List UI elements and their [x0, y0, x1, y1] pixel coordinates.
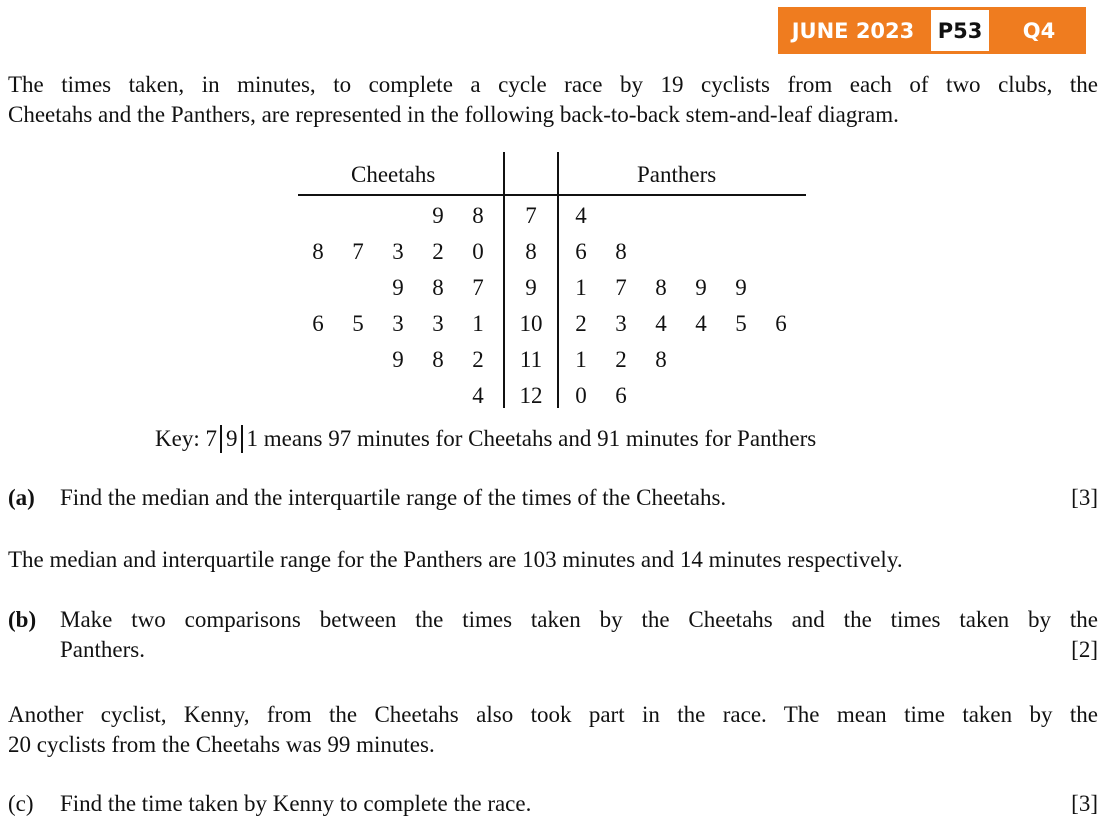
cheetahs-leaf: 4 [472, 383, 484, 408]
stem-value: 9 [525, 275, 537, 300]
cheetahs-leaf: 8 [432, 347, 444, 372]
question-a-label: (a) [8, 485, 35, 510]
panthers-leaf: 6 [615, 383, 627, 408]
cheetahs-leaf: 3 [432, 311, 444, 336]
panthers-leaf: 7 [615, 275, 627, 300]
key-left-leaf: 7 [205, 426, 217, 451]
panthers-leaf: 8 [655, 347, 667, 372]
cheetahs-leaf: 0 [472, 239, 484, 264]
panthers-leaf: 0 [575, 383, 587, 408]
panthers-info: The median and interquartile range for the Panthers are 103 minutes and 14 minutes respectively. [8, 547, 903, 572]
stem-value: 12 [519, 383, 543, 408]
panthers-leaf: 4 [575, 203, 587, 228]
question-b-marks: [2] [1071, 637, 1098, 662]
question-c-label: (c) [8, 791, 34, 816]
question-b-line-2: Panthers. [60, 637, 145, 662]
panthers-leaf: 6 [575, 239, 587, 264]
key-right-leaf: 1 [246, 426, 258, 451]
header-rule [298, 194, 806, 196]
stem-value: 10 [519, 311, 543, 336]
question-c-text: Find the time taken by Kenny to complete the race. [60, 791, 532, 816]
question-a [8, 483, 1098, 513]
key-stem: 9 [220, 425, 244, 453]
stem-value: 11 [519, 347, 543, 372]
badge-paper: P53 [928, 7, 992, 54]
panthers-leaf: 2 [615, 347, 627, 372]
panthers-header: Panthers [637, 162, 717, 187]
panthers-leaf: 2 [575, 311, 587, 336]
panthers-leaf: 5 [735, 311, 747, 336]
key-text: means 97 minutes for Cheetahs and 91 minutes for Panthers [263, 426, 817, 451]
stem-value: 7 [525, 203, 537, 228]
panthers-leaf: 4 [695, 311, 707, 336]
question-badge [778, 7, 1086, 54]
question-b-line-1: Make two comparisons between the times taken by the Cheetahs and the times taken by the [60, 607, 1098, 632]
right-divider [557, 152, 559, 408]
cheetahs-leaf: 7 [472, 275, 484, 300]
intro-line-2: Cheetahs and the Panthers, are represented in the following back-to-back stem-and-leaf diagram. [8, 102, 899, 127]
left-divider [503, 152, 505, 408]
cheetahs-leaf: 6 [312, 311, 324, 336]
cheetahs-leaf: 9 [392, 347, 404, 372]
panthers-leaf: 1 [575, 347, 587, 372]
panthers-leaf: 9 [695, 275, 707, 300]
intro-line-1: The times taken, in minutes, to complete a cycle race by 19 cyclists from each of two clubs, the [8, 72, 1098, 97]
panthers-leaf: 6 [775, 311, 787, 336]
stem-value: 8 [525, 239, 537, 264]
cheetahs-leaf: 9 [432, 203, 444, 228]
diagram-key [155, 424, 816, 454]
question-c [8, 789, 1098, 819]
panthers-leaf: 9 [735, 275, 747, 300]
cheetahs-leaf: 5 [352, 311, 364, 336]
cheetahs-leaf: 8 [312, 239, 324, 264]
question-b-label: (b) [8, 607, 37, 632]
panthers-leaf: 8 [655, 275, 667, 300]
panthers-leaf: 8 [615, 239, 627, 264]
kenny-info-line-1: Another cyclist, Kenny, from the Cheetahs also took part in the race. The mean time taken by the [8, 702, 1098, 727]
kenny-info-line-2: 20 cyclists from the Cheetahs was 99 minutes. [8, 732, 435, 757]
cheetahs-header: Cheetahs [351, 162, 436, 187]
key-prefix: Key: [155, 426, 200, 451]
question-a-text: Find the median and the interquartile range of the times of the Cheetahs. [60, 485, 727, 510]
cheetahs-leaf: 9 [392, 275, 404, 300]
cheetahs-leaf: 8 [472, 203, 484, 228]
panthers-leaf: 1 [575, 275, 587, 300]
cheetahs-leaf: 7 [352, 239, 364, 264]
question-a-marks: [3] [1071, 485, 1098, 510]
cheetahs-leaf: 3 [392, 311, 404, 336]
cheetahs-leaf: 2 [432, 239, 444, 264]
question-c-marks: [3] [1071, 791, 1098, 816]
badge-question: Q4 [992, 7, 1086, 54]
question-b [8, 605, 1098, 665]
cheetahs-leaf: 2 [472, 347, 484, 372]
panthers-leaf: 3 [615, 311, 627, 336]
badge-date: JUNE 2023 [778, 7, 928, 54]
cheetahs-leaf: 1 [472, 311, 484, 336]
panthers-leaf: 4 [655, 311, 667, 336]
cheetahs-leaf: 3 [392, 239, 404, 264]
cheetahs-leaf: 8 [432, 275, 444, 300]
